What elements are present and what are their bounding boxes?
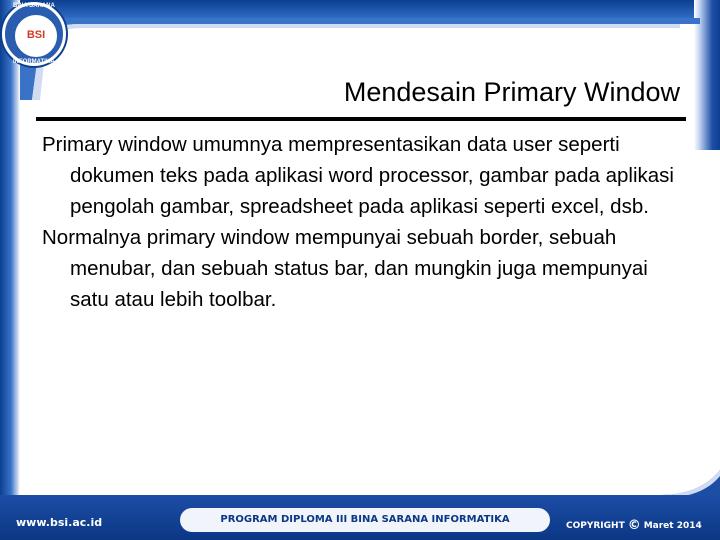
left-frame-strip: [0, 0, 20, 495]
footer-copyright: [566, 518, 702, 533]
slide-title: Mendesain Primary Window: [343, 77, 680, 107]
footer-url: www.bsi.ac.id: [16, 516, 103, 529]
slide-body: [42, 129, 682, 315]
logo-emblem: [13, 13, 59, 59]
logo-center-text: BSI: [26, 29, 46, 41]
footer-program-text: PROGRAM DIPLOMA III BINA SARANA INFORMATIKA: [220, 514, 510, 525]
body-paragraph: Primary window umumnya mempresentasikan data user seperti dokumen teks pada aplikasi word processor, gambar pada aplikasi pengolah gambar, spreadsheet pada aplikasi seperti excel, dsb.: [42, 133, 674, 218]
logo-ring-top-text: BINA SARANA: [13, 3, 55, 9]
footer-program-banner: [180, 508, 550, 532]
copyright-label: COPYRIGHT: [566, 521, 625, 531]
logo-ring-bottom-text: INFORMATIKA: [13, 59, 55, 65]
copyright-icon: ©: [627, 518, 641, 533]
bsi-logo: [2, 2, 66, 66]
title-underline: [36, 117, 686, 121]
body-paragraph: Normalnya primary window mempunyai sebuah border, sebuah menubar, dan sebuah status bar, dan mungkin juga mempunyai satu atau lebih toolbar.: [42, 226, 648, 311]
copyright-date: Maret 2014: [643, 521, 702, 531]
